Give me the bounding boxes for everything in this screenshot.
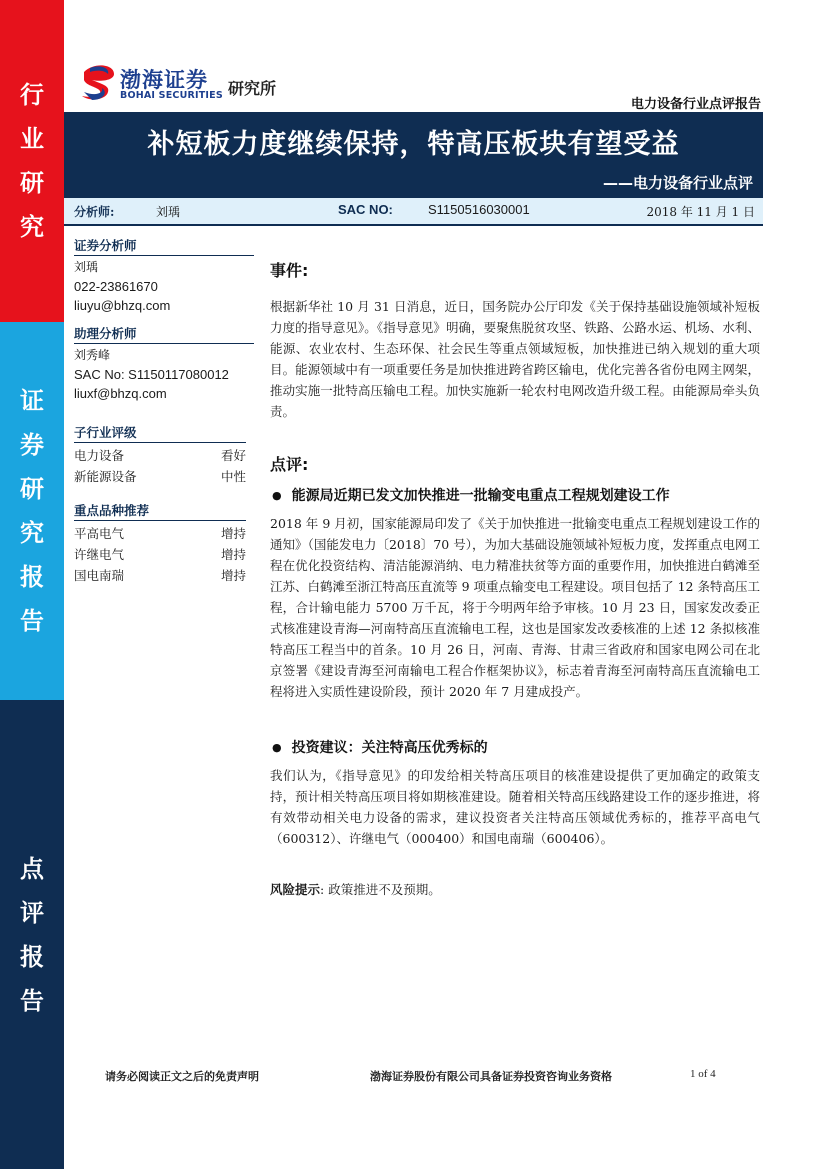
pick-rating: 增持 bbox=[220, 568, 246, 583]
rating-row bbox=[74, 445, 246, 466]
band-char: 研 bbox=[20, 168, 44, 197]
assistant-name: 刘秀峰 bbox=[74, 348, 111, 362]
analyst-heading: 证券分析师 bbox=[74, 236, 254, 256]
title-banner bbox=[64, 114, 763, 198]
event-body bbox=[270, 296, 760, 422]
sac-label: SAC NO: bbox=[338, 202, 393, 217]
analyst-label: 分析师: bbox=[74, 205, 115, 219]
pick-rating: 增持 bbox=[220, 526, 246, 541]
bohai-logo-icon bbox=[80, 62, 120, 104]
analyst-phone: 022-23861670 bbox=[74, 279, 158, 294]
assistant-email[interactable]: liuxf@bhzq.com bbox=[74, 386, 167, 401]
side-band-industry-research bbox=[0, 0, 64, 322]
band-char: 行 bbox=[20, 80, 44, 109]
pick-name: 国电南瑞 bbox=[74, 568, 125, 583]
page-number: 1 of 4 bbox=[690, 1068, 716, 1080]
bullet-2-text: 投资建议：关注特高压优秀标的 bbox=[291, 740, 488, 756]
page-subtitle: ——电力设备行业点评 bbox=[602, 174, 753, 192]
pick-row bbox=[74, 544, 246, 565]
comment-section bbox=[270, 452, 760, 475]
brand-name-en: BOHAI SECURITIES bbox=[120, 90, 223, 101]
band-char: 告 bbox=[20, 985, 44, 1015]
pick-name: 许继电气 bbox=[74, 547, 125, 562]
sub-industry-heading: 子行业评级 bbox=[74, 423, 246, 443]
footer-disclaimer[interactable]: 请务必阅读正文之后的免责声明 bbox=[105, 1070, 259, 1083]
band-char: 究 bbox=[20, 518, 44, 547]
brand-institute: 研究所 bbox=[228, 79, 277, 98]
event-text: 根据新华社 10 月 31 日消息，近日，国务院办公厅印发《关于保持基础设施领域补短板力度的指导意见》。《指导意见》明确，要聚焦脱贫攻坚、铁路、公路水运、机场、水利、能源、农业农村、生态环保、社会民生等重点领域短板，加快推进已纳入规划的重大项目。能源领域中有一项重要任务是加快推进跨省跨区输电，优化完善各省份电网主网架，推动实施一批特高压输电工程。加快实施新一轮农村电网改造升级工程。由能源局牵头负责。 bbox=[270, 299, 760, 419]
brand-name-cn: 渤海证券 bbox=[120, 68, 208, 92]
band-char: 评 bbox=[20, 897, 44, 927]
para-1 bbox=[270, 513, 760, 702]
sub-industry-ratings bbox=[74, 423, 246, 487]
side-band-comment-report bbox=[0, 700, 64, 1169]
report-date: 2018 年 11 月 1 日 bbox=[646, 205, 755, 219]
band-char: 报 bbox=[20, 562, 44, 591]
assistant-info bbox=[74, 324, 254, 403]
assistant-heading: 助理分析师 bbox=[74, 324, 254, 344]
band-char: 告 bbox=[20, 606, 44, 635]
sac-number: S1150516030001 bbox=[428, 202, 530, 217]
analyst-meta-bar bbox=[64, 198, 763, 226]
risk-label: 风险提示 bbox=[270, 882, 321, 897]
picks-heading: 重点品种推荐 bbox=[74, 501, 246, 521]
bullet-2 bbox=[270, 737, 760, 757]
pick-row bbox=[74, 523, 246, 544]
side-band-securities-report bbox=[0, 322, 64, 700]
band-char: 研 bbox=[20, 474, 44, 503]
key-picks bbox=[74, 501, 246, 586]
para-2 bbox=[270, 765, 760, 849]
pick-row bbox=[74, 565, 246, 586]
rating-name: 电力设备 bbox=[74, 448, 125, 463]
band-char: 券 bbox=[20, 430, 44, 459]
risk-note bbox=[270, 880, 760, 898]
rating-value: 看好 bbox=[220, 448, 246, 463]
bullet-dot-icon: ● bbox=[272, 740, 282, 754]
analyst-name: 刘瑀 bbox=[156, 205, 181, 219]
para-1-text: 2018 年 9 月初，国家能源局印发了《关于加快推进一批输变电重点工程规划建设工作的通知》（国能发电力〔2018〕70 号），为加大基础设施领域补短板力度，发挥重点电网工程在优化投资结构、清洁能源消纳、电力精准扶贫等方面的重要作用，加快推进白鹤滩至江苏、白鹤滩至浙江特高压直流等 9 项重点输变电工程建设。项目包括了 12 条特高压工程，合计输电能力 5700 万千瓦，将于今明两年给予审核。10 月 23 日，国家发改委正式核准建设青海—河南特高压直流输电工程，这也是国家发改委核准的上述 12 条拟核准特高压工程当中的首条。10 月 26 日，河南、青海、甘肃三省政府和国家电网公司在北京签署《建设青海至河南输电工程合作框架协议》，标志着青海至河南特高压直流输电工程将进入实质性建设阶段，预计 2020 年 7 月建成投产。 bbox=[270, 516, 760, 699]
bullet-dot-icon: ● bbox=[272, 488, 282, 502]
band-char: 证 bbox=[20, 386, 44, 415]
rating-value: 中性 bbox=[220, 469, 246, 484]
risk-text: : 政策推进不及预期。 bbox=[320, 882, 441, 897]
band-char: 业 bbox=[20, 124, 44, 153]
comment-heading: 点评: bbox=[270, 455, 309, 474]
analyst-name: 刘瑀 bbox=[74, 260, 99, 274]
report-type: 电力设备行业点评报告 bbox=[630, 97, 761, 112]
event-section bbox=[270, 258, 760, 281]
assistant-sac: SAC No: S1150117080012 bbox=[74, 367, 229, 382]
bullet-1-text: 能源局近期已发文加快推进一批输变电重点工程规划建设工作 bbox=[291, 488, 670, 504]
bullet-1 bbox=[270, 485, 760, 505]
analyst-email[interactable]: liuyu@bhzq.com bbox=[74, 298, 171, 313]
analyst-info bbox=[74, 236, 254, 315]
page-title: 补短板力度继续保持，特高压板块有望受益 bbox=[147, 129, 680, 160]
band-char: 点 bbox=[20, 853, 44, 883]
pick-rating: 增持 bbox=[220, 547, 246, 562]
pick-name: 平高电气 bbox=[74, 526, 125, 541]
rating-name: 新能源设备 bbox=[74, 469, 137, 484]
event-heading: 事件: bbox=[270, 261, 309, 280]
rating-row bbox=[74, 466, 246, 487]
para-2-text: 我们认为，《指导意见》的印发给相关特高压项目的核准建设提供了更加确定的政策支持，预计相关特高压项目将如期核准建设。随着相关特高压线路建设工作的逐步推进，将有效带动相关电力设备的需求，建议投资者关注特高压领域优秀标的，推荐平高电气（600312）、许继电气（000400）和国电南瑞（600406）。 bbox=[270, 768, 760, 846]
footer-qualification: 渤海证券股份有限公司具备证券投资咨询业务资格 bbox=[370, 1070, 612, 1083]
band-char: 究 bbox=[20, 212, 44, 241]
band-char: 报 bbox=[20, 941, 44, 971]
